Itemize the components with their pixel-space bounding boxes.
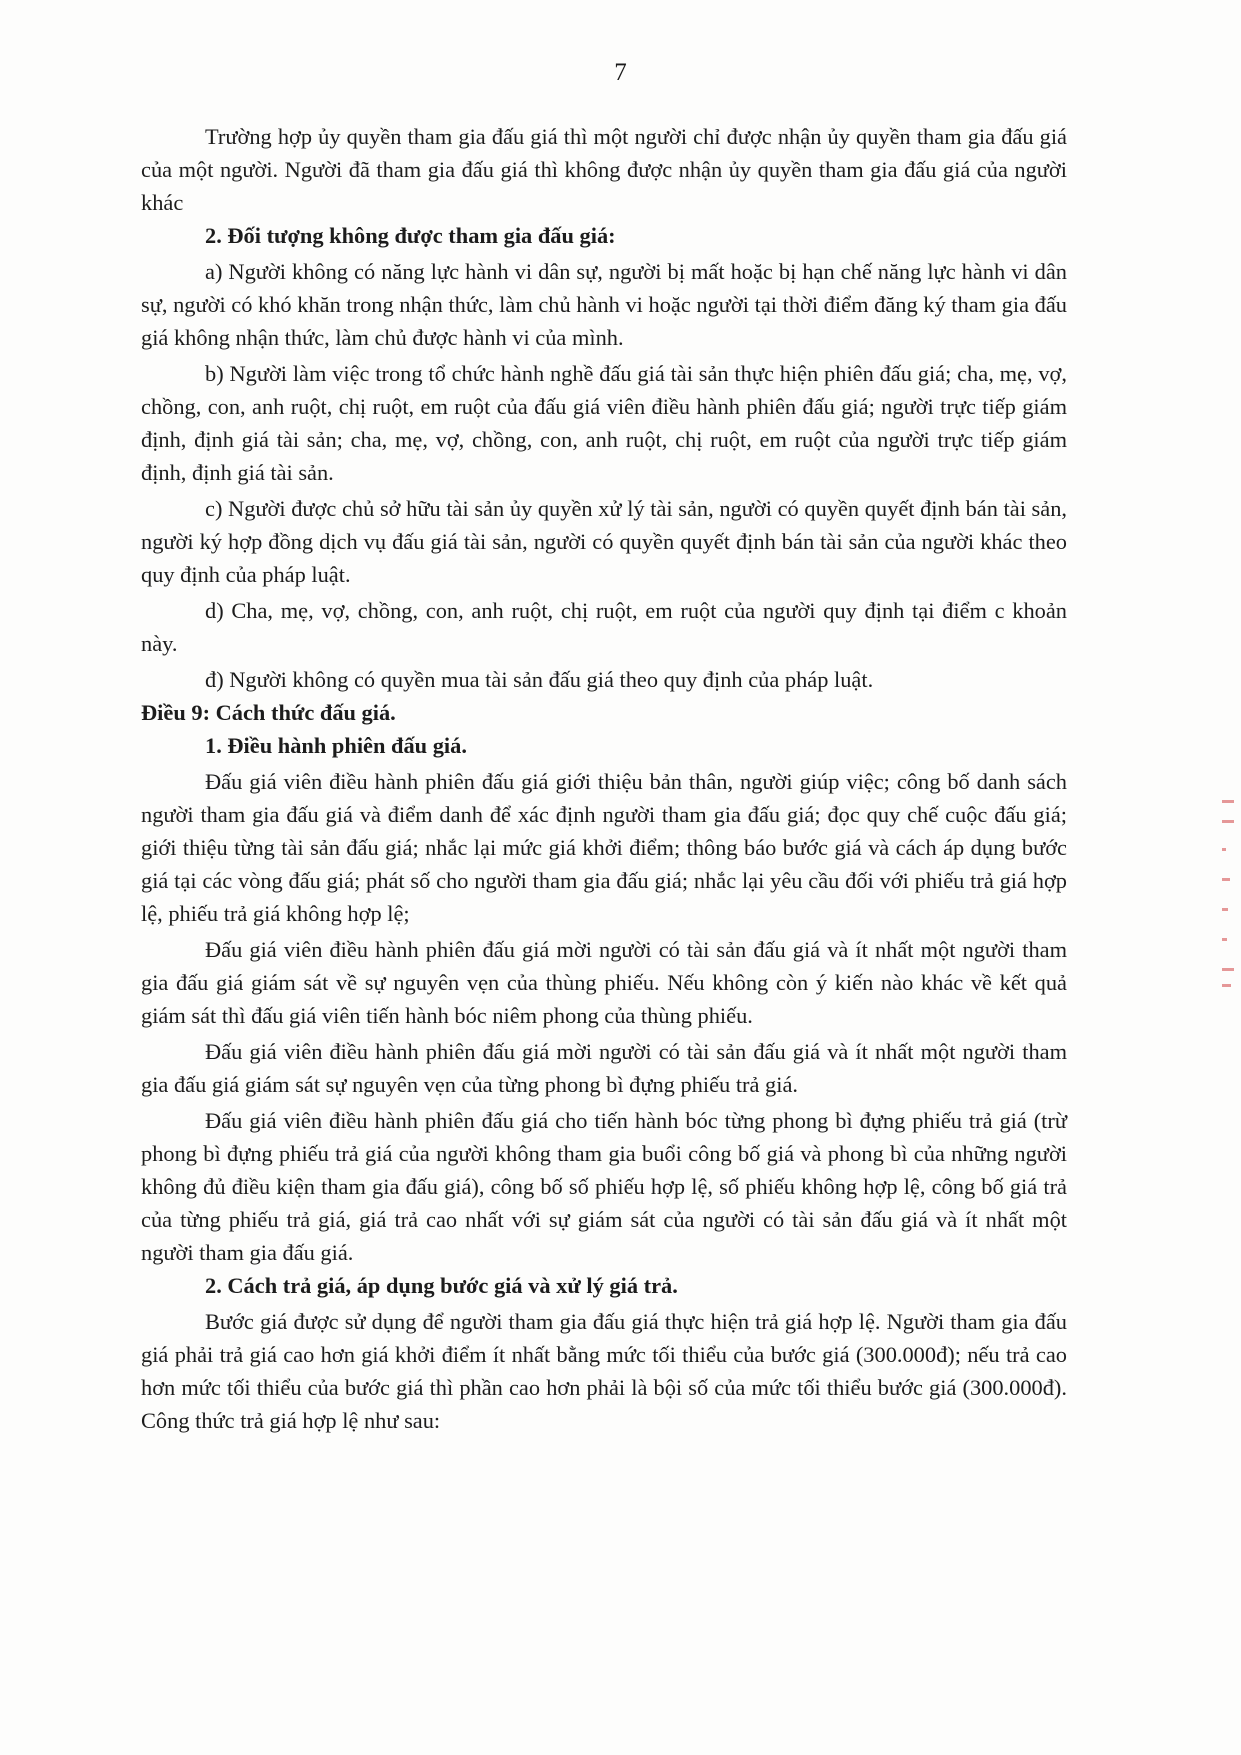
page-number: 7 (614, 59, 627, 86)
document-body (141, 120, 1067, 1437)
paragraph-item-b: b) Người làm việc trong tổ chức hành nghề đấu giá tài sản thực hiện phiên đấu giá; cha, mẹ, vợ, chồng, con, anh ruột, chị ruột, em ruột của đấu giá viên điều hành phiên đấu giá; người trực tiếp giám định, định giá tài sản; cha, mẹ, vợ, chồng, con, anh ruột, chị ruột, em ruột của người trực tiếp giám định, định giá tài sản. (141, 361, 1067, 485)
paragraph-item-c: c) Người được chủ sở hữu tài sản ủy quyền xử lý tài sản, người có quyền quyết định bán tài sản, người ký hợp đồng dịch vụ đấu giá tài sản, người có quyền quyết định bán tài sản của người khác theo quy định của pháp luật. (141, 496, 1067, 587)
paragraph-open-envelopes: Đấu giá viên điều hành phiên đấu giá cho tiến hành bóc từng phong bì đựng phiếu trả giá (trừ phong bì đựng phiếu trả giá của người không tham gia buổi công bố giá và phong bì của những người không đủ điều kiện tham gia đấu giá), công bố số phiếu hợp lệ, số phiếu không hợp lệ, công bố giá trả của từng phiếu trả giá, giá trả cao nhất với sự giám sát của người có tài sản đấu giá và ít nhất một người tham gia đấu giá. (141, 1108, 1067, 1265)
section-heading-ineligible: 2. Đối tượng không được tham gia đấu giá: (205, 223, 616, 248)
paragraph-item-a: a) Người không có năng lực hành vi dân sự, người bị mất hoặc bị hạn chế năng lực hành vi dân sự, người có khó khăn trong nhận thức, làm chủ hành vi hoặc người tại thời điểm đăng ký tham gia đấu giá không nhận thức, làm chủ được hành vi của mình. (141, 259, 1067, 350)
margin-stamp-marks (1222, 800, 1236, 1000)
paragraph-envelopes: Đấu giá viên điều hành phiên đấu giá mời người có tài sản đấu giá và ít nhất một người tham gia đấu giá giám sát sự nguyên vẹn của từng phong bì đựng phiếu trả giá. (141, 1039, 1067, 1097)
paragraph-authorization: Trường hợp ủy quyền tham gia đấu giá thì một người chỉ được nhận ủy quyền tham gia đấu giá của một người. Người đã tham gia đấu giá thì không được nhận ủy quyền tham gia đấu giá của người khác (141, 124, 1067, 215)
article-heading-9: Điều 9: Cách thức đấu giá. (141, 700, 396, 725)
paragraph-ballot-box: Đấu giá viên điều hành phiên đấu giá mời người có tài sản đấu giá và ít nhất một người tham gia đấu giá giám sát về sự nguyên vẹn của thùng phiếu. Nếu không còn ý kiến nào khác về kết quả giám sát thì đấu giá viên tiến hành bóc niêm phong của thùng phiếu. (141, 937, 1067, 1028)
section-heading-bidding: 2. Cách trả giá, áp dụng bước giá và xử lý giá trả. (205, 1273, 678, 1298)
section-heading-session: 1. Điều hành phiên đấu giá. (205, 733, 467, 758)
paragraph-item-d: d) Cha, mẹ, vợ, chồng, con, anh ruột, chị ruột, em ruột của người quy định tại điểm c khoản này. (141, 598, 1067, 656)
paragraph-session-intro: Đấu giá viên điều hành phiên đấu giá giới thiệu bản thân, người giúp việc; công bố danh sách người tham gia đấu giá và điểm danh để xác định người tham gia đấu giá; đọc quy chế cuộc đấu giá; giới thiệu từng tài sản đấu giá; nhắc lại mức giá khởi điểm; thông báo bước giá và cách áp dụng bước giá tại các vòng đấu giá; phát số cho người tham gia đấu giá; nhắc lại yêu cầu đối với phiếu trả giá hợp lệ, phiếu trả giá không hợp lệ; (141, 769, 1067, 926)
paragraph-bid-step: Bước giá được sử dụng để người tham gia đấu giá thực hiện trả giá hợp lệ. Người tham gia đấu giá phải trả giá cao hơn giá khởi điểm ít nhất bằng mức tối thiểu của bước giá (300.000đ); nếu trả cao hơn mức tối thiểu của bước giá thì phần cao hơn phải là bội số của mức tối thiểu bước giá (300.000đ). Công thức trả giá hợp lệ như sau: (141, 1309, 1067, 1433)
paragraph-item-dd: đ) Người không có quyền mua tài sản đấu giá theo quy định của pháp luật. (205, 667, 874, 692)
